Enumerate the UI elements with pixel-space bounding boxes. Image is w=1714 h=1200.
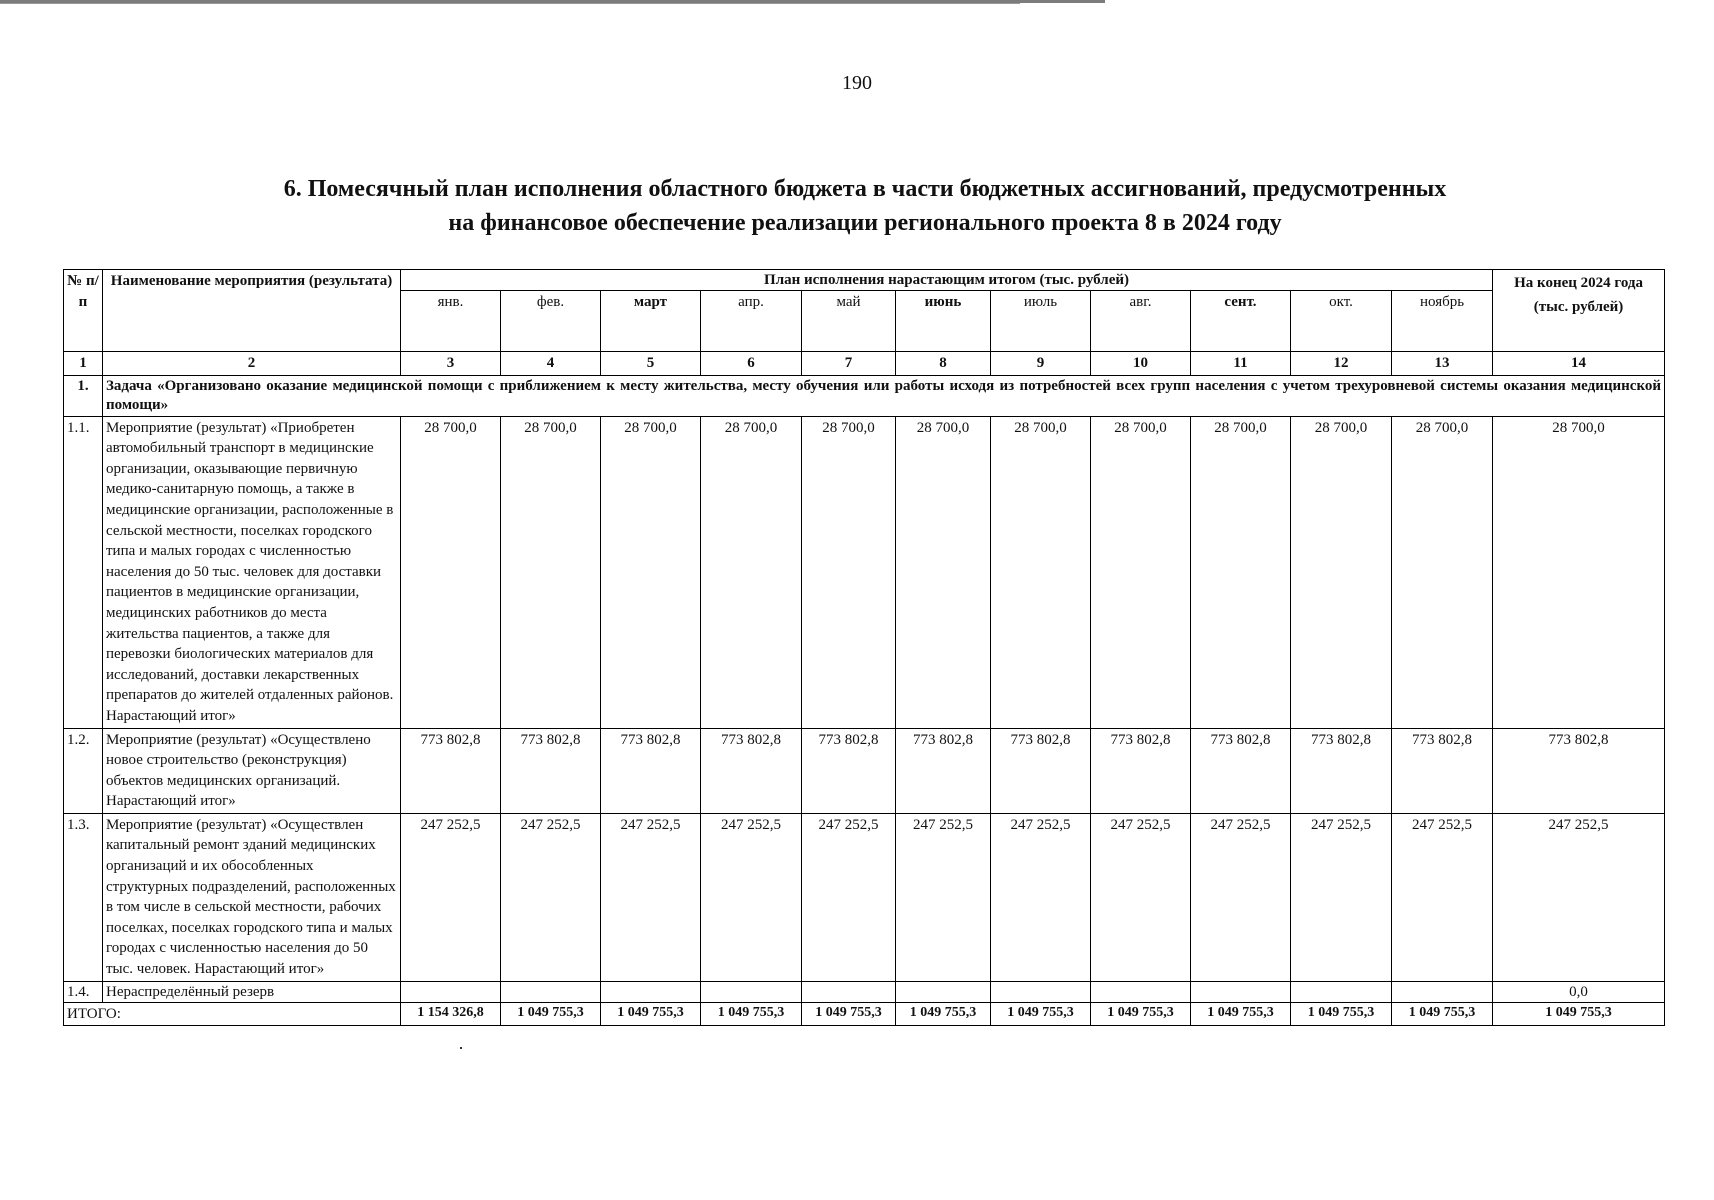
row-value: 247 252,5 (1091, 813, 1191, 981)
column-number: 11 (1191, 352, 1291, 376)
month-header: авг. (1091, 291, 1191, 352)
total-value: 1 049 755,3 (501, 1002, 601, 1026)
column-number-row (64, 352, 1665, 376)
column-number: 5 (601, 352, 701, 376)
row-value: 28 700,0 (701, 416, 802, 728)
row-value: 773 802,8 (1392, 728, 1493, 813)
column-number: 7 (802, 352, 896, 376)
row-value: 247 252,5 (991, 813, 1091, 981)
total-value: 1 154 326,8 (401, 1002, 501, 1026)
header-row-1 (64, 270, 1665, 291)
month-header: март (601, 291, 701, 352)
row-value: 773 802,8 (802, 728, 896, 813)
task-text: Задача «Организовано оказание медицинской помощи с приближением к месту жительства, месту обучения или работы исходя из потребностей всех групп населения с учетом трехуровневой системы оказания медицинской помощи» (103, 375, 1665, 416)
total-value: 1 049 755,3 (896, 1002, 991, 1026)
row-value: 247 252,5 (501, 813, 601, 981)
row-value: 28 700,0 (401, 416, 501, 728)
scan-edge-line-secondary (0, 3, 1020, 4)
column-number: 10 (1091, 352, 1191, 376)
row-value: 773 802,8 (501, 728, 601, 813)
task-number: 1. (64, 375, 103, 416)
table-row (64, 728, 1665, 813)
row-value: 247 252,5 (802, 813, 896, 981)
row-value: 773 802,8 (991, 728, 1091, 813)
row-value: 28 700,0 (1291, 416, 1392, 728)
total-value: 1 049 755,3 (701, 1002, 802, 1026)
row-value: 28 700,0 (1392, 416, 1493, 728)
total-value: 1 049 755,3 (1291, 1002, 1392, 1026)
header-plan-group: План исполнения нарастающим итогом (тыс. рублей) (401, 270, 1493, 291)
total-value: 1 049 755,3 (1191, 1002, 1291, 1026)
row-value: 28 700,0 (991, 416, 1091, 728)
column-number: 1 (64, 352, 103, 376)
row-value (601, 981, 701, 1002)
row-value (501, 981, 601, 1002)
month-header: фев. (501, 291, 601, 352)
row-value: 247 252,5 (896, 813, 991, 981)
row-value (896, 981, 991, 1002)
page-number: 190 (842, 72, 872, 94)
task-row (64, 375, 1665, 416)
row-value (1191, 981, 1291, 1002)
row-value (401, 981, 501, 1002)
month-header: окт. (1291, 291, 1392, 352)
month-header: июнь (896, 291, 991, 352)
row-value: 247 252,5 (1493, 813, 1665, 981)
row-name: Мероприятие (результат) «Приобретен автомобильный транспорт в медицинские организации, оказывающие первичную медико-санитарную помощь, а также в медицинские организации, расположенные в сельской местности, поселках городского типа и малых городах с численностью населения до 50 тыс. человек для доставки пациентов в медицинские организации, медицинских работников до места жительства пациентов, а также для перевозки биологических материалов для исследований, доставки лекарственных препаратов до жителей отдаленных районов. Нарастающий итог» (103, 416, 401, 728)
row-value: 247 252,5 (1392, 813, 1493, 981)
column-number: 14 (1493, 352, 1665, 376)
row-value: 28 700,0 (501, 416, 601, 728)
row-value: 247 252,5 (601, 813, 701, 981)
total-value: 1 049 755,3 (1091, 1002, 1191, 1026)
total-value: 1 049 755,3 (1392, 1002, 1493, 1026)
row-value (1091, 981, 1191, 1002)
column-number: 12 (1291, 352, 1392, 376)
row-value: 28 700,0 (896, 416, 991, 728)
total-label: ИТОГО: (64, 1002, 401, 1026)
row-value (991, 981, 1091, 1002)
row-value: 773 802,8 (1091, 728, 1191, 813)
row-name: Нераспределённый резерв (103, 981, 401, 1002)
row-value: 28 700,0 (601, 416, 701, 728)
row-value: 773 802,8 (1291, 728, 1392, 813)
total-value: 1 049 755,3 (802, 1002, 896, 1026)
row-value: 773 802,8 (1493, 728, 1665, 813)
row-value: 773 802,8 (601, 728, 701, 813)
row-number: 1.1. (64, 416, 103, 728)
row-number: 1.3. (64, 813, 103, 981)
column-number: 2 (103, 352, 401, 376)
row-name: Мероприятие (результат) «Осуществлено новое строительство (реконструкция) объектов медицинских организаций. Нарастающий итог» (103, 728, 401, 813)
title-line-1: 6. Помесячный план исполнения областного бюджета в части бюджетных ассигнований, предусмотренных (283, 176, 1447, 202)
row-value: 0,0 (1493, 981, 1665, 1002)
month-header: май (802, 291, 896, 352)
row-value (1392, 981, 1493, 1002)
row-value (701, 981, 802, 1002)
column-number: 13 (1392, 352, 1493, 376)
row-value (1291, 981, 1392, 1002)
header-end-of-year: На конец 2024 года (тыс. рублей) (1493, 270, 1665, 352)
row-value: 247 252,5 (1191, 813, 1291, 981)
header-number: № п/п (64, 270, 103, 352)
row-value: 773 802,8 (896, 728, 991, 813)
table-row (64, 813, 1665, 981)
column-number: 4 (501, 352, 601, 376)
row-value: 773 802,8 (701, 728, 802, 813)
row-value: 773 802,8 (1191, 728, 1291, 813)
table-row (64, 981, 1665, 1002)
row-value: 247 252,5 (701, 813, 802, 981)
scan-speck (460, 1047, 462, 1049)
month-header: апр. (701, 291, 802, 352)
row-number: 1.2. (64, 728, 103, 813)
total-row (64, 1002, 1665, 1026)
table-row (64, 416, 1665, 728)
page-title (150, 172, 1580, 240)
month-header: янв. (401, 291, 501, 352)
column-number: 8 (896, 352, 991, 376)
row-name: Мероприятие (результат) «Осуществлен капитальный ремонт зданий медицинских организаций и их обособленных структурных подразделений, расположенных в том числе в сельской местности, рабочих поселках, поселках городского типа и малых городах с численностью населения до 50 тыс. человек. Нарастающий итог» (103, 813, 401, 981)
row-value (802, 981, 896, 1002)
row-value: 247 252,5 (1291, 813, 1392, 981)
column-number: 6 (701, 352, 802, 376)
row-value: 28 700,0 (1191, 416, 1291, 728)
total-value: 1 049 755,3 (991, 1002, 1091, 1026)
total-value: 1 049 755,3 (1493, 1002, 1665, 1026)
title-line-2: на финансовое обеспечение реализации регионального проекта 8 в 2024 году (448, 210, 1282, 236)
row-value: 28 700,0 (1091, 416, 1191, 728)
row-value: 247 252,5 (401, 813, 501, 981)
row-number: 1.4. (64, 981, 103, 1002)
month-header: сент. (1191, 291, 1291, 352)
month-header: ноябрь (1392, 291, 1493, 352)
row-value: 773 802,8 (401, 728, 501, 813)
total-value: 1 049 755,3 (601, 1002, 701, 1026)
budget-plan-table (63, 269, 1665, 1026)
column-number: 3 (401, 352, 501, 376)
header-name: Наименование мероприятия (результата) (103, 270, 401, 352)
column-number: 9 (991, 352, 1091, 376)
row-value: 28 700,0 (1493, 416, 1665, 728)
month-header: июль (991, 291, 1091, 352)
row-value: 28 700,0 (802, 416, 896, 728)
